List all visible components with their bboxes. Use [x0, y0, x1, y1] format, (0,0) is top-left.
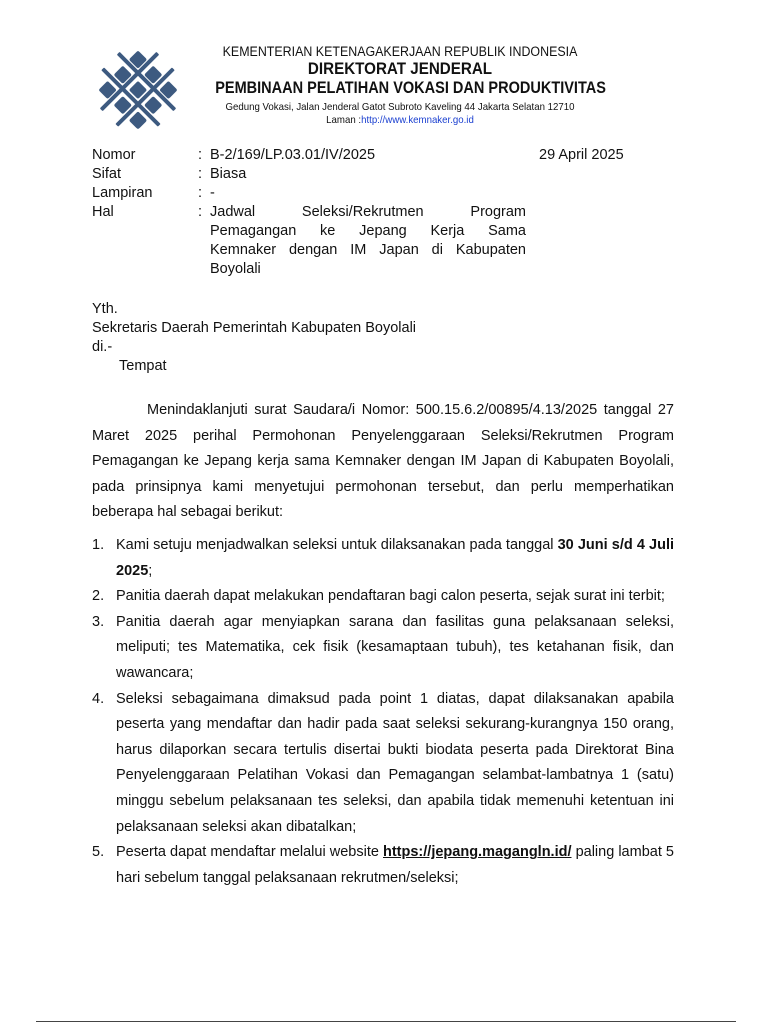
page-bottom-edge	[36, 1021, 736, 1022]
recipient: Sekretaris Daerah Pemerintah Kabupaten Boyolali	[92, 320, 417, 336]
item-number: 5.	[92, 844, 105, 861]
item-text-pre: Peserta dapat mendaftar melalui website	[116, 844, 383, 861]
nomor-row	[92, 146, 526, 165]
website-label: Laman :	[326, 114, 362, 126]
item-date-bold: 30 Juni s/d 4 Juli 2025	[116, 536, 674, 579]
hal-row	[92, 203, 526, 279]
points-list	[92, 533, 674, 891]
lampiran-row	[92, 184, 526, 203]
registration-link[interactable]: https://jepang.magangln.id/	[383, 844, 572, 861]
nomor-label: Nomor	[92, 147, 136, 163]
hal-line: Boyolali	[210, 261, 261, 277]
item-number: 4.	[92, 690, 105, 707]
item-text-post: paling lambat 5 hari sebelum tanggal pelaksanaan rekrutmen/seleksi;	[116, 844, 674, 886]
item-number: 1.	[92, 536, 105, 553]
di: di.-	[92, 339, 113, 355]
hal-line: Kemnaker dengan IM Japan di Kabupaten	[210, 242, 526, 258]
nomor-value: B-2/169/LP.03.01/IV/2025	[210, 147, 376, 163]
item-text-post: ;	[148, 562, 153, 579]
colon: :	[198, 147, 203, 163]
hal-label: Hal	[92, 204, 114, 220]
list-item	[92, 584, 674, 610]
item-text-pre: Kami setuju menjadwalkan seleksi untuk dilaksanakan pada tanggal	[116, 536, 558, 553]
tempat: Tempat	[119, 358, 167, 374]
list-item	[92, 610, 674, 687]
directorate-general: DIREKTORAT JENDERAL	[307, 60, 493, 78]
letter-meta	[92, 146, 526, 279]
item-number: 2.	[92, 588, 105, 605]
letterhead	[190, 44, 610, 127]
item-text: Seleksi sebagaimana dimaksud pada point 1 diatas, dapat dilaksanakan apabila peserta yang mendaftar dan hadir pada saat seleksi sekurang-kurangnya 150 orang, harus dilaporkan secara tertulis disertai bukti biodata peserta pada Direktorat Bina Penyelenggaraan Pelatihan Vokasi dan Pemagangan selambat-lambatnya 1 (satu) minggu sebelum pelaksanaan tes seleksi, dan apabila tidak memenuhi ketentuan ini pelaksanaan seleksi akan dibatalkan;	[116, 690, 674, 835]
item-text	[116, 840, 674, 891]
colon: :	[198, 204, 203, 220]
item-text: Panitia daerah agar menyiapkan sarana dan fasilitas guna pelaksanaan seleksi, meliputi; tes Matematika, cek fisik (kesamaptaan tubuh), tes ketahanan fisik, dan wawancara;	[116, 613, 674, 681]
item-number: 3.	[92, 613, 105, 630]
sifat-label: Sifat	[92, 166, 122, 182]
hal-line: Pemagangan ke Jepang Kerja Sama	[210, 223, 526, 239]
hal-line: Jadwal Seleksi/Rekrutmen Program	[210, 204, 526, 220]
lampiran-value: -	[210, 185, 215, 201]
website-link[interactable]: http://www.kemnaker.go.id	[361, 114, 474, 126]
colon: :	[198, 185, 203, 201]
lampiran-label: Lampiran	[92, 185, 153, 201]
addressee	[92, 300, 416, 376]
yth: Yth.	[92, 301, 118, 317]
opening-paragraph: Menindaklanjuti surat Saudara/i Nomor: 500.15.6.2/00895/4.13/2025 tanggal 27 Maret 2025 perihal Permohonan Penyelenggaraan Seleksi/Rekrutmen Program Pemagangan ke Jepang kerja sama Kemnaker dengan IM Japan di Kabupaten Boyolali, pada prinsipnya kami menyetujui permohonan tersebut, dan perlu memperhatikan beberapa hal sebagai berikut:	[92, 402, 674, 521]
list-item	[92, 533, 674, 584]
sifat-value: Biasa	[210, 166, 247, 182]
office-address: Gedung Vokasi, Jalan Jenderal Gatot Subroto Kaveling 44 Jakarta Selatan 12710	[225, 101, 575, 113]
list-item	[92, 687, 674, 841]
directorate-name: PEMBINAAN PELATIHAN VOKASI DAN PRODUKTIVITAS	[215, 79, 606, 97]
sifat-row	[92, 165, 526, 184]
letter-body	[92, 398, 674, 891]
item-text	[116, 533, 674, 584]
item-text: Panitia daerah dapat melakukan pendaftaran bagi calon peserta, sejak surat ini terbit;	[116, 588, 665, 605]
hal-value	[210, 203, 526, 279]
ministry-name: KEMENTERIAN KETENAGAKERJAAN REPUBLIK INDONESIA	[222, 44, 578, 59]
colon: :	[198, 166, 203, 182]
website-line	[207, 114, 593, 127]
kemnaker-logo	[88, 40, 188, 140]
letter-date: 29 April 2025	[539, 147, 624, 163]
list-item	[92, 840, 674, 891]
